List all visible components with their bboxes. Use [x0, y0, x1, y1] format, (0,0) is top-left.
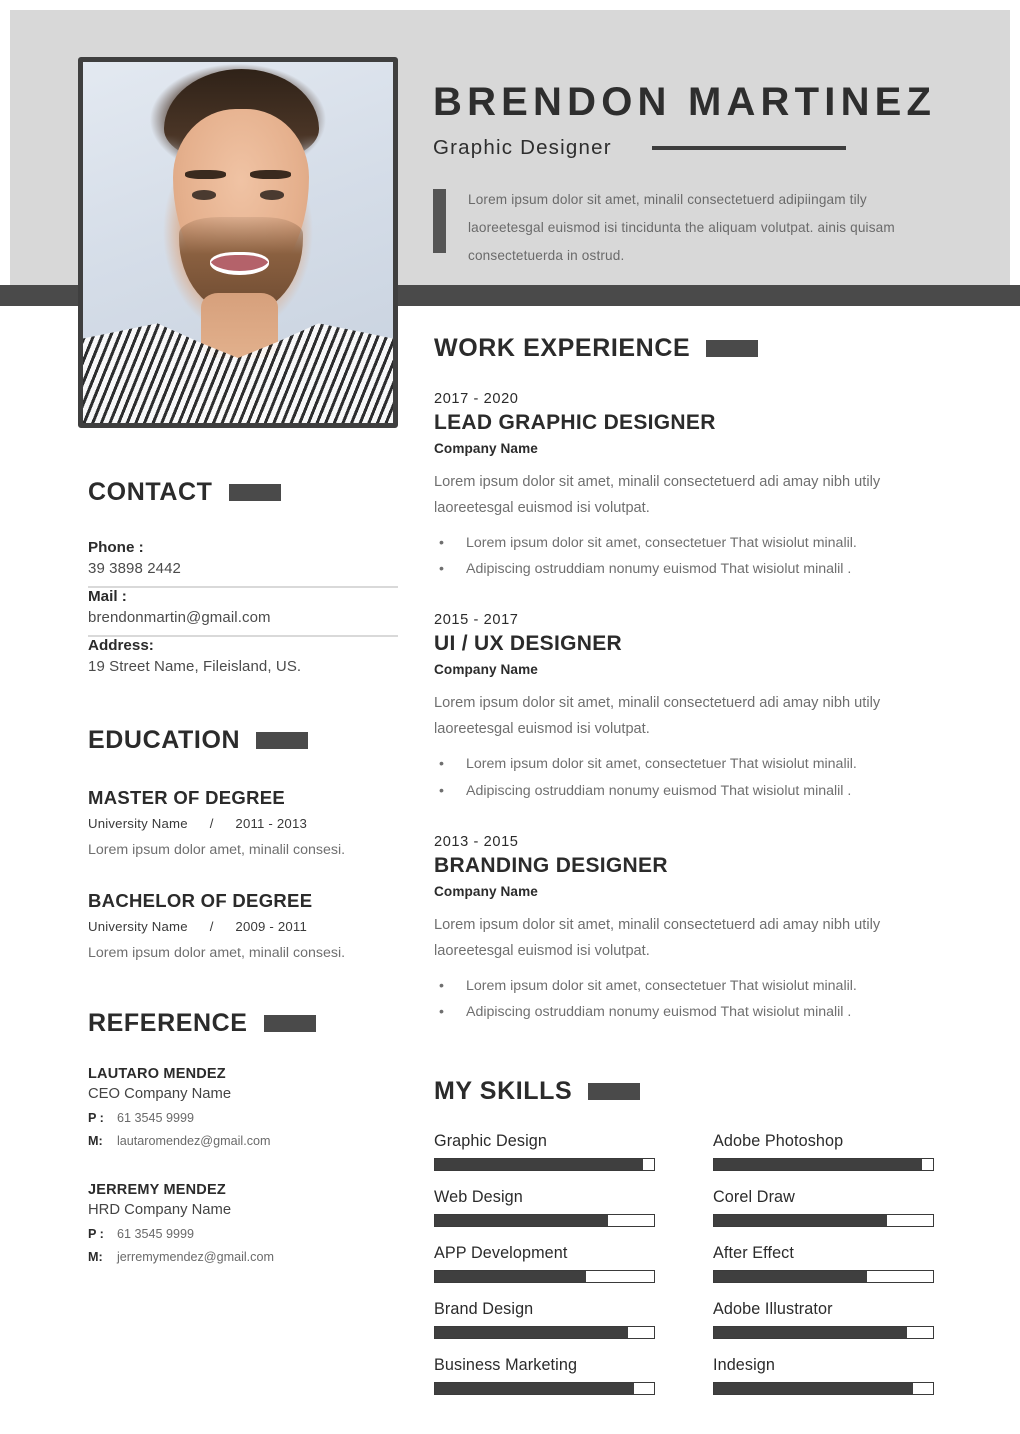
- work-experience-item: [434, 391, 934, 582]
- skill-item: [713, 1188, 934, 1227]
- reference-mail-value: jerremymendez@gmail.com: [117, 1250, 274, 1264]
- skill-bar: [434, 1158, 655, 1171]
- profile-photo: [78, 57, 398, 428]
- bullet-dot-icon: •: [439, 756, 444, 773]
- contact-label: Address:: [88, 637, 154, 654]
- contact-item-phone: [88, 539, 398, 586]
- job-role: UI / UX DESIGNER: [434, 632, 622, 656]
- skill-bar-fill: [435, 1215, 608, 1226]
- skills-column-right: [713, 1132, 934, 1395]
- reference-phone-value: 61 3545 9999: [117, 1111, 195, 1125]
- job-years: 2015 - 2017: [434, 612, 519, 629]
- skill-bar-fill: [714, 1271, 867, 1282]
- skill-item: [713, 1244, 934, 1283]
- reference-mail-label: M:: [88, 1250, 103, 1264]
- right-column: [434, 334, 934, 1395]
- reference-role: HRD Company Name: [88, 1202, 232, 1218]
- education-description: Lorem ipsum dolor amet, minalil consesi.: [88, 842, 346, 858]
- skill-name: Business Marketing: [434, 1356, 578, 1375]
- contact-value: 39 3898 2442: [88, 560, 181, 577]
- education-years: 2009 - 2011: [235, 919, 308, 934]
- photo-eye-right: [260, 190, 285, 199]
- education-university: University Name: [88, 919, 188, 934]
- skill-name: APP Development: [434, 1244, 568, 1263]
- reference-mail-line: [88, 1134, 398, 1148]
- job-bullet-text: Adipiscing ostruddiam nonumy euismod That wisiolut minalil .: [466, 561, 852, 578]
- job-company: Company Name: [434, 441, 538, 456]
- skill-item: [713, 1300, 934, 1339]
- bullet-dot-icon: •: [439, 977, 444, 994]
- skill-name: Web Design: [434, 1188, 523, 1207]
- photo-eye-left: [192, 190, 217, 199]
- education-section: [88, 726, 398, 961]
- candidate-name: BRENDON MARTINEZ: [433, 80, 937, 124]
- skill-name: Corel Draw: [713, 1188, 795, 1207]
- job-bullet: [434, 778, 934, 804]
- skill-name: Brand Design: [434, 1300, 534, 1319]
- reference-phone-line: [88, 1111, 398, 1125]
- job-description: Lorem ipsum dolor sit amet, minalil consectetuerd adi amay nibh utily laoreetesgal euismod isi volutpat.: [434, 916, 881, 959]
- work-experience-list: [434, 391, 934, 1025]
- reference-name: LAUTARO MENDEZ: [88, 1066, 226, 1082]
- job-bullet-text: Lorem ipsum dolor sit amet, consectetuer That wisiolut minalil.: [466, 756, 857, 773]
- work-experience-item: [434, 612, 934, 803]
- contact-item-mail: [88, 588, 398, 635]
- summary-text: Lorem ipsum dolor sit amet, minalil consectetuerd adipiingam tily laoreetesgal euismod isi tincidunta the aliquam volutpat. ainis quisam consectetuerda in ostrud.: [468, 192, 895, 263]
- reference-phone-label: P :: [88, 1111, 104, 1125]
- skill-bar: [713, 1158, 934, 1171]
- job-bullet: [434, 751, 934, 777]
- job-title-row: [433, 136, 953, 160]
- skills-heading-chip: [588, 1083, 640, 1100]
- contact-heading-chip: [229, 484, 281, 501]
- reference-item: [88, 1182, 398, 1264]
- skill-bar-fill: [714, 1327, 907, 1338]
- summary-accent-bar: [433, 189, 446, 253]
- contact-value: 19 Street Name, Fileisland, US.: [88, 658, 302, 675]
- work-experience-heading-label: WORK EXPERIENCE: [434, 334, 691, 362]
- skill-bar: [434, 1326, 655, 1339]
- work-experience-heading: [434, 334, 934, 363]
- contact-list: [88, 539, 398, 684]
- job-company: Company Name: [434, 883, 538, 899]
- education-degree: MASTER OF DEGREE: [88, 787, 286, 808]
- skill-item: [434, 1188, 655, 1227]
- job-bullet-text: Lorem ipsum dolor sit amet, consectetuer That wisiolut minalil.: [466, 534, 857, 551]
- skill-bar-fill: [435, 1159, 643, 1170]
- skill-bar: [713, 1270, 934, 1283]
- contact-value: brendonmartin@gmail.com: [88, 609, 271, 626]
- skill-item: [434, 1356, 655, 1395]
- header-text-block: [433, 82, 953, 270]
- skill-bar: [713, 1214, 934, 1227]
- photo-brow-left: [185, 170, 225, 179]
- contact-label: Mail :: [88, 588, 127, 605]
- education-meta: [88, 919, 398, 934]
- reference-role: CEO Company Name: [88, 1086, 232, 1102]
- job-role: BRANDING DESIGNER: [434, 853, 668, 877]
- education-university: University Name: [88, 816, 188, 831]
- skill-item: [434, 1300, 655, 1339]
- contact-heading-label: CONTACT: [88, 478, 213, 506]
- job-bullet-text: Lorem ipsum dolor sit amet, consectetuer That wisiolut minalil.: [466, 977, 857, 994]
- reference-mail-line: [88, 1250, 398, 1264]
- skill-bar-fill: [714, 1159, 922, 1170]
- contact-heading: [88, 478, 398, 507]
- education-heading: [88, 726, 398, 755]
- reference-name: JERREMY MENDEZ: [88, 1182, 226, 1198]
- contact-item-address: [88, 637, 398, 684]
- left-column: [88, 478, 398, 1264]
- candidate-job-title: Graphic Designer: [433, 136, 612, 159]
- work-experience-heading-chip: [706, 340, 758, 357]
- skill-item: [434, 1244, 655, 1283]
- bullet-dot-icon: •: [439, 561, 444, 578]
- job-description: Lorem ipsum dolor sit amet, minalil consectetuerd adi amay nibh utily laoreetesgal euismod isi volutpat.: [434, 695, 881, 738]
- education-heading-label: EDUCATION: [88, 726, 241, 754]
- skill-bar-fill: [714, 1383, 913, 1394]
- summary-row: [433, 186, 953, 270]
- skill-bar-fill: [435, 1271, 586, 1282]
- education-separator: /: [209, 816, 214, 831]
- contact-label: Phone :: [88, 539, 144, 556]
- skill-bar-fill: [714, 1215, 887, 1226]
- photo-mouth: [210, 252, 269, 275]
- skill-bar: [713, 1382, 934, 1395]
- education-heading-chip: [256, 732, 308, 749]
- education-list: [88, 787, 398, 961]
- job-company: Company Name: [434, 662, 538, 678]
- reference-phone-value: 61 3545 9999: [117, 1227, 195, 1241]
- job-description: Lorem ipsum dolor sit amet, minalil consectetuerd adi amay nibh utily laoreetesgal euismod isi volutpat.: [434, 474, 881, 516]
- reference-heading-label: REFERENCE: [88, 1009, 248, 1037]
- photo-brow-right: [250, 170, 290, 179]
- job-bullet: [434, 999, 934, 1025]
- bullet-dot-icon: •: [439, 534, 444, 551]
- skill-item: [713, 1132, 934, 1171]
- skill-bar: [713, 1326, 934, 1339]
- reference-heading: [88, 1009, 398, 1038]
- bullet-dot-icon: •: [439, 1004, 444, 1021]
- skill-name: Adobe Illustrator: [713, 1300, 833, 1319]
- job-bullet-text: Adipiscing ostruddiam nonumy euismod That wisiolut minalil .: [466, 782, 852, 799]
- education-item: [88, 787, 398, 858]
- skills-column-left: [434, 1132, 655, 1395]
- job-bullet: [434, 556, 934, 582]
- profile-photo-image: [83, 62, 393, 423]
- job-bullet: [434, 530, 934, 556]
- skills-grid: [434, 1132, 934, 1395]
- skill-bar: [434, 1270, 655, 1283]
- reference-mail-value: lautaromendez@gmail.com: [117, 1134, 271, 1148]
- education-meta: [88, 816, 398, 831]
- job-years: 2017 - 2020: [434, 391, 519, 407]
- job-bullet: [434, 973, 934, 999]
- reference-heading-chip: [264, 1015, 316, 1032]
- job-bullet-text: Adipiscing ostruddiam nonumy euismod That wisiolut minalil .: [466, 1004, 852, 1021]
- reference-mail-label: M:: [88, 1134, 103, 1148]
- skills-heading: [434, 1077, 934, 1106]
- skill-item: [713, 1356, 934, 1395]
- reference-section: [88, 1009, 398, 1264]
- job-bullet-list: [434, 530, 934, 583]
- education-years: 2011 - 2013: [235, 816, 308, 831]
- bullet-dot-icon: •: [439, 782, 444, 799]
- skill-bar: [434, 1214, 655, 1227]
- skill-name: After Effect: [713, 1244, 794, 1263]
- job-bullet-list: [434, 751, 934, 804]
- education-degree: BACHELOR OF DEGREE: [88, 890, 313, 911]
- education-item: [88, 890, 398, 961]
- job-role: LEAD GRAPHIC DESIGNER: [434, 411, 716, 434]
- skills-section: [434, 1077, 934, 1395]
- reference-item: [88, 1066, 398, 1148]
- education-description: Lorem ipsum dolor amet, minalil consesi.: [88, 945, 346, 961]
- job-years: 2013 - 2015: [434, 833, 519, 850]
- skill-item: [434, 1132, 655, 1171]
- reference-phone-label: P :: [88, 1227, 104, 1241]
- job-bullet-list: [434, 973, 934, 1026]
- skill-name: Graphic Design: [434, 1132, 547, 1151]
- education-separator: /: [209, 919, 214, 934]
- skill-bar: [434, 1382, 655, 1395]
- reference-phone-line: [88, 1227, 398, 1241]
- skill-bar-fill: [435, 1327, 628, 1338]
- skill-bar-fill: [435, 1383, 634, 1394]
- skill-name: Adobe Photoshop: [713, 1132, 844, 1151]
- skill-name: Indesign: [713, 1356, 776, 1375]
- job-title-underline: [652, 146, 846, 150]
- reference-list: [88, 1066, 398, 1264]
- skills-heading-label: MY SKILLS: [434, 1077, 573, 1106]
- work-experience-item: [434, 834, 934, 1025]
